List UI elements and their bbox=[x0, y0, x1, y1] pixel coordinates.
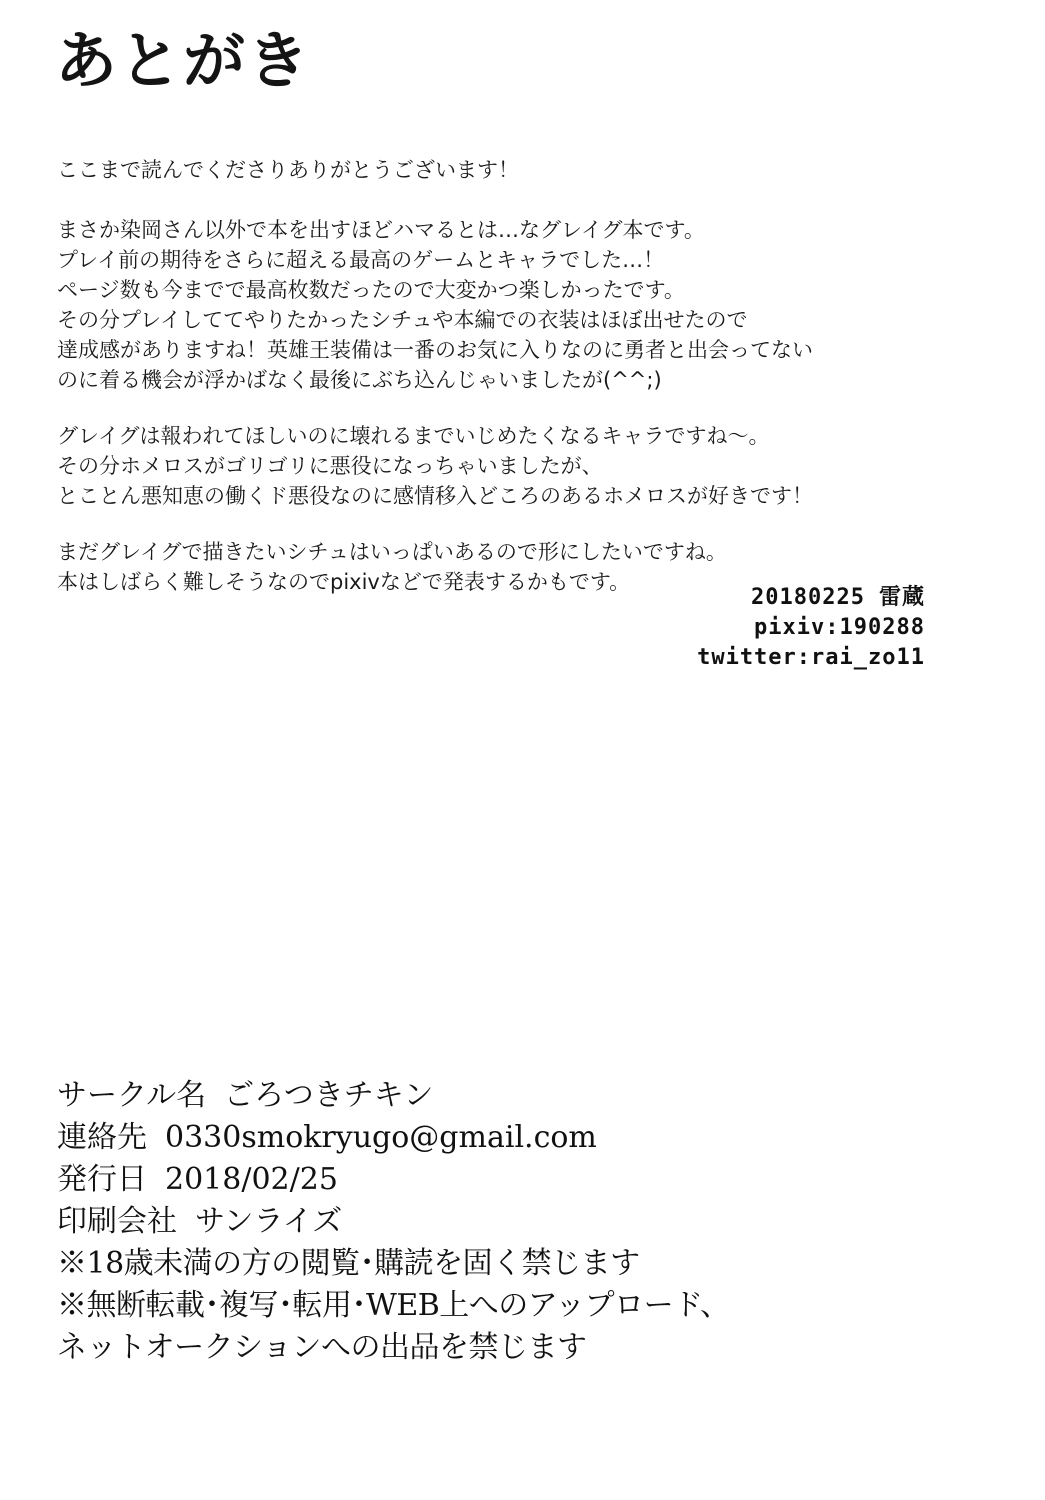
signature-block bbox=[697, 583, 925, 673]
paragraph-line: 達成感がありますね！英雄王装備は一番のお気に入りなのに勇者と出会ってない bbox=[57, 338, 813, 362]
colophon-circle bbox=[57, 1075, 729, 1117]
colophon-notice-auction: ネットオークションへの出品を禁じます bbox=[57, 1330, 587, 1365]
signature-author: 雷蔵 bbox=[878, 585, 925, 610]
paragraph-line: ページ数も今までで最高枚数だったので大変かつ楽しかったです。 bbox=[57, 278, 685, 302]
paragraph-line: のに着る機会が浮かばなく最後にぶち込んじゃいましたが(^^;) bbox=[57, 368, 662, 392]
paragraph-line: グレイグは報われてほしいのに壊れるまでいじめたくなるキャラですね～。 bbox=[57, 424, 770, 448]
colophon-block bbox=[57, 1075, 729, 1369]
paragraph-line: まだグレイグで描きたいシチュはいっぱいあるので形にしたいですね。 bbox=[57, 540, 727, 564]
paragraph-line: その分ホメロスがゴリゴリに悪役になっちゃいましたが、 bbox=[57, 454, 603, 478]
paragraph-line: その分プレイしててやりたかったシチュや本編での衣装はほぼ出せたので bbox=[57, 308, 748, 332]
paragraph-line: とことん悪知恵の働くド悪役なのに感情移入どころのあるホメロスが好きです！ bbox=[57, 484, 813, 508]
colophon-printer-value: サンライズ bbox=[195, 1204, 343, 1239]
colophon-notice-age: ※18歳未満の方の閲覧･購読を固く禁じます bbox=[57, 1246, 640, 1281]
page-title: あとがき bbox=[55, 24, 312, 97]
signature-date-line bbox=[697, 583, 925, 613]
afterword-body bbox=[57, 155, 957, 623]
paragraph-line: 本はしばらく難しそうなのでpixivなどで発表するかもです。 bbox=[57, 570, 631, 594]
greeting-line: ここまで読んでくださりありがとうございます！ bbox=[57, 158, 519, 182]
paragraph-2 bbox=[57, 421, 957, 511]
colophon-printer-label: 印刷会社 bbox=[57, 1204, 177, 1239]
colophon-published-label: 発行日 bbox=[57, 1162, 147, 1197]
colophon-contact bbox=[57, 1117, 729, 1159]
paragraph-line: プレイ前の期待をさらに超える最高のゲームとキャラでした…！ bbox=[57, 248, 665, 272]
signature-twitter: twitter:rai_zo11 bbox=[697, 645, 925, 670]
colophon-contact-label: 連絡先 bbox=[57, 1120, 147, 1155]
colophon-printer bbox=[57, 1201, 729, 1243]
signature-pixiv: pixiv:190288 bbox=[754, 615, 925, 640]
greeting-paragraph bbox=[57, 155, 957, 185]
colophon-published-value: 2018/02/25 bbox=[165, 1162, 338, 1197]
colophon-notice-reproduction: ※無断転載･複写･転用･WEB上へのアップロード、 bbox=[57, 1288, 730, 1323]
paragraph-line: まさか染岡さん以外で本を出すほどハマるとは…なグレイグ本です。 bbox=[57, 218, 705, 242]
colophon-circle-value: ごろつきチキン bbox=[224, 1078, 434, 1113]
colophon-circle-label: サークル名 bbox=[57, 1078, 207, 1113]
colophon-contact-value: 0330smokryugo@gmail.com bbox=[165, 1120, 597, 1155]
signature-date: 20180225 bbox=[751, 585, 865, 610]
colophon-published bbox=[57, 1159, 729, 1201]
paragraph-1 bbox=[57, 215, 957, 395]
